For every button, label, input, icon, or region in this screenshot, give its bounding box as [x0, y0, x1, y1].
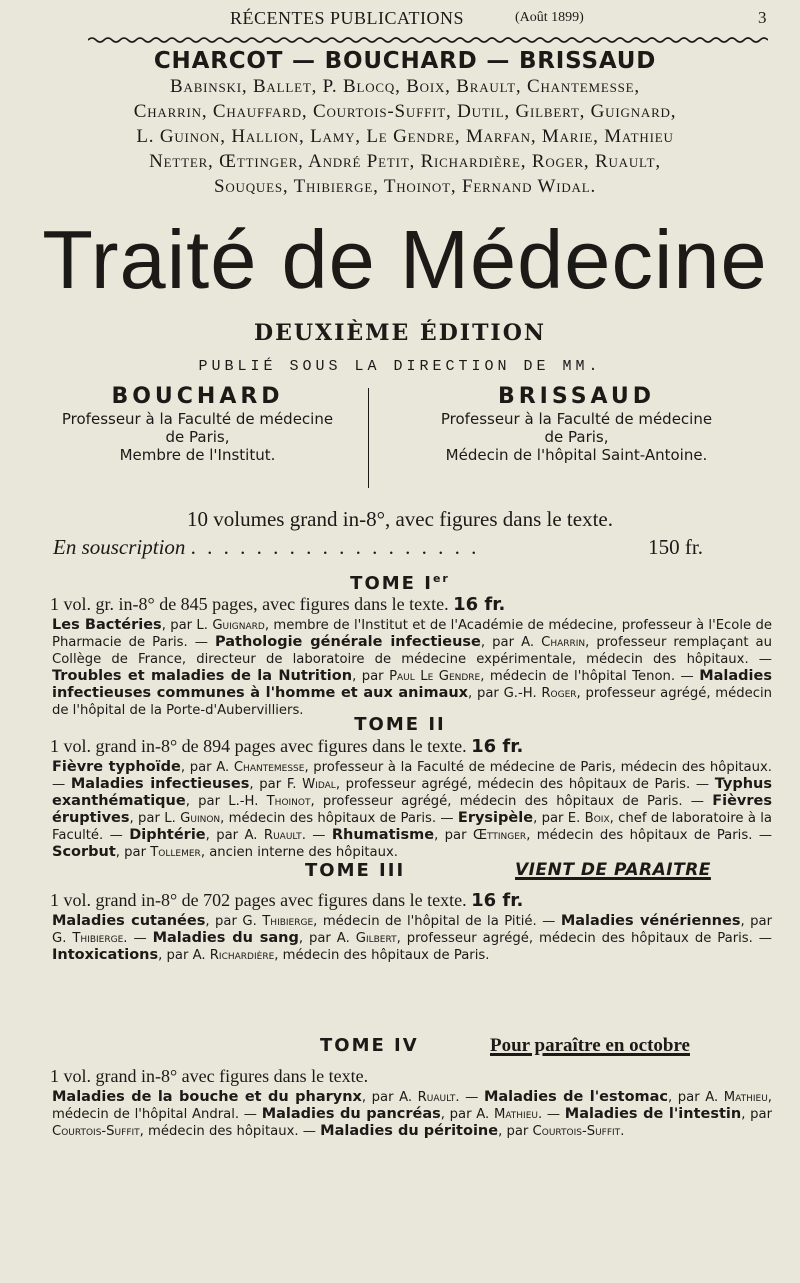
wavy-rule: [88, 36, 768, 44]
edition-label: DEUXIÈME ÉDITION: [253, 320, 546, 346]
author-line: L. Guinon, Hallion, Lamy, Le Gendre, Marfan, Marie, Mathieu: [136, 126, 674, 147]
column-divider: [368, 388, 369, 488]
tome-heading: [0, 860, 800, 890]
tome-volume-line: [50, 1066, 770, 1087]
tome-heading: [0, 1035, 800, 1065]
tome-label: TOME III: [305, 860, 406, 881]
tome-contents: Les Bactéries, par L. Guignard, membre de l'Institut et de l'Académie de médecine, professeur à l'Ecole de Pharmacie de Paris. — Pathologie générale infectieuse, par A. Charrin, professeur remplaçant au Collège de France, directeur de laboratoire de médecine expérimentale, médecin des hôpitaux. — Troubles et maladies de la Nutrition, par Paul Le Gendre, médecin de l'hôpital Tenon. — Maladies infectieuses communes à l'homme et aux animaux, par G.-H. Roger, professeur agrégé, médecin de l'hôpital de la Porte-d'Aubervilliers.: [52, 617, 773, 718]
volume-price: 16 fr.: [453, 594, 506, 615]
author-line: Netter, Œttinger, André Petit, Richardière, Roger, Ruault,: [149, 151, 661, 172]
volume-description: 1 vol. gr. in-8° de 845 pages, avec figures dans le texte.: [50, 594, 449, 614]
director-title: de Paris,: [544, 428, 609, 446]
tome-label: TOME IV: [320, 1035, 419, 1056]
subscription-label: En souscription: [53, 535, 186, 559]
director-title: Membre de l'Institut.: [119, 446, 276, 464]
tome-status: Pour paraître en octobre: [490, 1035, 690, 1056]
tome-volume-line: [50, 594, 770, 615]
author-list: [20, 48, 790, 199]
volume-description: 1 vol. grand in-8° de 894 pages avec figures dans le texte.: [50, 736, 467, 756]
tome-heading: [0, 714, 800, 735]
volume-description: 1 vol. grand in-8° avec figures dans le texte.: [50, 1066, 369, 1086]
author-line: Charrin, Chauffard, Courtois-Suffit, Dutil, Gilbert, Guignard,: [133, 101, 677, 122]
director-title: Professeur à la Faculté de médecine: [440, 410, 713, 428]
running-header: [0, 6, 800, 32]
tome-volume-line: [50, 890, 770, 911]
lead-authors: CHARCOT — BOUCHARD — BRISSAUD: [153, 48, 657, 74]
leader-dots: . . . . . . . . . . . . . . . . . .: [190, 535, 480, 559]
tome-volume-line: [50, 736, 770, 757]
author-line: Souques, Thibierge, Thoinot, Fernand Widal.: [213, 176, 597, 197]
treatise-title: Traité de Médecine: [42, 213, 768, 306]
tome-contents: Maladies de la bouche et du pharynx, par A. Ruault. — Maladies de l'estomac, par A. Mathieu, médecin de l'hôpital Andral. — Maladies du pancréas, par A. Mathieu. — Maladies de l'intestin, par Courtois-Suffit, médecin des hôpitaux. — Maladies du péritoine, par Courtois-Suffit.: [52, 1089, 773, 1139]
tome-label: TOME I: [350, 573, 433, 594]
director-bouchard: [30, 384, 365, 464]
tome-status: VIENT DE PARAITRE: [515, 860, 711, 880]
subscription-line: [53, 535, 753, 560]
published-under: PUBLIÉ SOUS LA DIRECTION DE MM.: [198, 358, 602, 375]
tome-superscript: er: [432, 572, 450, 585]
subscription-price: 150 fr.: [648, 535, 703, 559]
tome-label: TOME II: [354, 714, 446, 735]
volume-price: 16 fr.: [471, 890, 524, 911]
tome-contents: Fièvre typhoïde, par A. Chantemesse, professeur à la Faculté de médecine de Paris, médecin des hôpitaux. — Maladies infectieuses, par F. Widal, professeur agrégé, médecin des hôpitaux de Paris. — Typhus exanthématique, par L.-H. Thoinot, professeur agrégé, médecin des hôpitaux de Paris. — Fièvres éruptives, par L. Guinon, médecin des hôpitaux de Paris. — Erysipèle, par E. Boix, chef de laboratoire à la Faculté. — Diphtérie, par A. Ruault. — Rhumatisme, par Œttinger, médecin des hôpitaux de Paris. — Scorbut, par Tollemer, ancien interne des hôpitaux.: [52, 759, 773, 860]
director-brissaud: [384, 384, 769, 464]
tome-contents: Maladies cutanées, par G. Thibierge, médecin de l'hôpital de la Pitié. — Maladies vénériennes, par G. Thibierge. — Maladies du sang, par A. Gilbert, professeur agrégé, médecin des hôpitaux de Paris. — Intoxications, par A. Richardière, médecin des hôpitaux de Paris.: [52, 913, 773, 963]
header-date: (Août 1899): [515, 10, 584, 25]
page-number: 3: [758, 8, 767, 27]
header-title: RÉCENTES PUBLICATIONS: [230, 8, 465, 28]
format-line: 10 volumes grand in-8°, avec figures dans le texte.: [187, 507, 613, 531]
volume-description: 1 vol. grand in-8° de 702 pages avec figures dans le texte.: [50, 890, 467, 910]
director-name: BOUCHARD: [111, 384, 284, 409]
director-title: de Paris,: [165, 428, 230, 446]
director-title: Professeur à la Faculté de médecine: [61, 410, 334, 428]
director-name: BRISSAUD: [497, 384, 656, 409]
author-line: Babinski, Ballet, P. Blocq, Boix, Brault, Chantemesse,: [170, 76, 640, 97]
volume-price: 16 fr.: [471, 736, 524, 757]
director-title: Médecin de l'hôpital Saint-Antoine.: [445, 446, 708, 464]
tome-heading: [0, 572, 800, 594]
